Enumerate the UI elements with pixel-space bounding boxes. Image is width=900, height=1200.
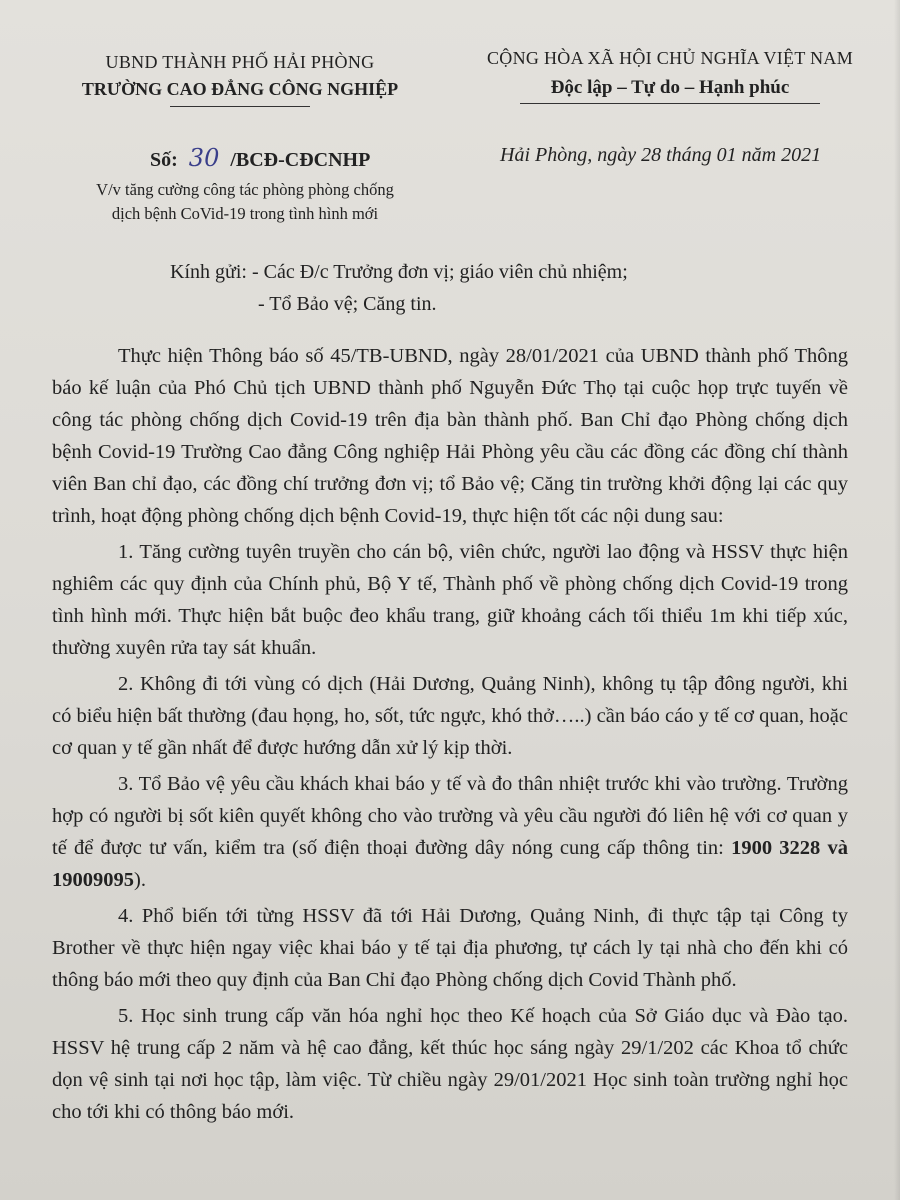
- document-body: [52, 340, 848, 1132]
- document-number: [150, 144, 370, 172]
- recipients-block: [170, 256, 628, 320]
- number-prefix: Số:: [150, 149, 178, 171]
- item-3-end: ).: [134, 869, 146, 891]
- handwritten-number: 30: [188, 144, 220, 172]
- item-2-paragraph: 2. Không đi tới vùng có dịch (Hải Dương, Quảng Ninh), không tụ tập đông người, khi có biểu hiện bất thường (đau họng, ho, sốt, tức ngực, khó thở…..) cần báo cáo y tế cơ quan, hoặc cơ quan y tế gần nhất để được hướng dẫn xử lý kịp thời.: [52, 673, 848, 759]
- issuer-underline: [170, 106, 310, 107]
- issuer-block: [55, 52, 425, 107]
- item-1-paragraph: 1. Tăng cường tuyên truyền cho cán bộ, viên chức, người lao động và HSSV thực hiện nghiêm các quy định của Chính phủ, Bộ Y tế, Thành phố về phòng chống dịch Covid-19 trong tình hình mới. Thực hiện bắt buộc đeo khẩu trang, giữ khoảng cách tối thiểu 1m khi tiếp xúc, thường xuyên rửa tay sát khuẩn.: [52, 541, 848, 659]
- page-edge-shadow: [894, 0, 900, 1200]
- recipient-line-1: - Các Đ/c Trưởng đơn vị; giáo viên chủ nhiệm;: [251, 261, 628, 283]
- item-5-paragraph: 5. Học sinh trung cấp văn hóa nghỉ học theo Kế hoạch của Sở Giáo dục và Đào tạo. HSSV hệ trung cấp 2 năm và hệ cao đẳng, kết thúc học sáng ngày 29/1/202 các Khoa tổ chức dọn vệ sinh tại nơi học tập, làm việc. Từ chiều ngày 29/01/2021 Học sinh toàn trường nghỉ học cho tới khi có thông báo mới.: [52, 1005, 848, 1123]
- motto-underline: [520, 103, 820, 104]
- national-motto: Độc lập – Tự do – Hạnh phúc: [550, 77, 790, 98]
- national-heading: [460, 48, 880, 104]
- recipients-label: Kính gửi:: [170, 261, 247, 283]
- place-and-date: Hải Phòng, ngày 28 tháng 01 năm 2021: [500, 144, 822, 166]
- item-3-text: 3. Tổ Bảo vệ yêu cầu khách khai báo y tế và đo thân nhiệt trước khi vào trường. Trường hợp có người bị sốt kiên quyết không cho vào trường và yêu cầu người đó liên hệ với cơ quan y tế để được tư vấn, kiểm tra (số điện thoại đường dây nóng cung cấp thông tin:: [52, 773, 848, 859]
- recipient-line-2: - Tổ Bảo vệ; Căng tin.: [258, 293, 437, 315]
- intro-paragraph: Thực hiện Thông báo số 45/TB-UBND, ngày 28/01/2021 của UBND thành phố Thông báo kế luận của Phó Chủ tịch UBND thành phố Nguyễn Đức Thọ tại cuộc họp trực tuyến về công tác phòng chống dịch Covid-19 trên địa bàn thành phố. Ban Chỉ đạo Phòng chống dịch bệnh Covid-19 Trường Cao đẳng Công nghiệp Hải Phòng yêu cầu các đồng các đồng chí thành viên Ban chỉ đạo, các đồng chí trưởng đơn vị; tổ Bảo vệ; Căng tin trường khởi động lại các quy trình, hoạt động phòng chống dịch bệnh Covid-19, thực hiện tốt các nội dung sau:: [52, 345, 848, 527]
- country-name: CỘNG HÒA XÃ HỘI CHỦ NGHĨA VIỆT NAM: [486, 48, 854, 68]
- number-suffix: /BCĐ-CĐCNHP: [230, 149, 371, 171]
- item-3-paragraph: [52, 768, 848, 896]
- organization-name: TRƯỜNG CAO ĐẲNG CÔNG NGHIỆP: [81, 79, 399, 99]
- subject-line-1: V/v tăng cường công tác phòng phòng chống: [96, 180, 394, 199]
- parent-organization: UBND THÀNH PHỐ HẢI PHÒNG: [105, 52, 375, 72]
- subject-line-2: dịch bệnh CoVid-19 trong tình hình mới: [111, 204, 379, 223]
- hotline-numbers: 1900 3228 và 19009095: [52, 837, 848, 891]
- document-subject: [60, 178, 430, 226]
- item-4-paragraph: 4. Phổ biến tới từng HSSV đã tới Hải Dương, Quảng Ninh, đi thực tập tại Công ty Brother về thực hiện ngay việc khai báo y tế tại địa phương, tự cách ly tại nhà cho đến khi có thông báo mới theo quy định của Ban Chỉ đạo Phòng chống dịch Covid Thành phố.: [52, 905, 848, 991]
